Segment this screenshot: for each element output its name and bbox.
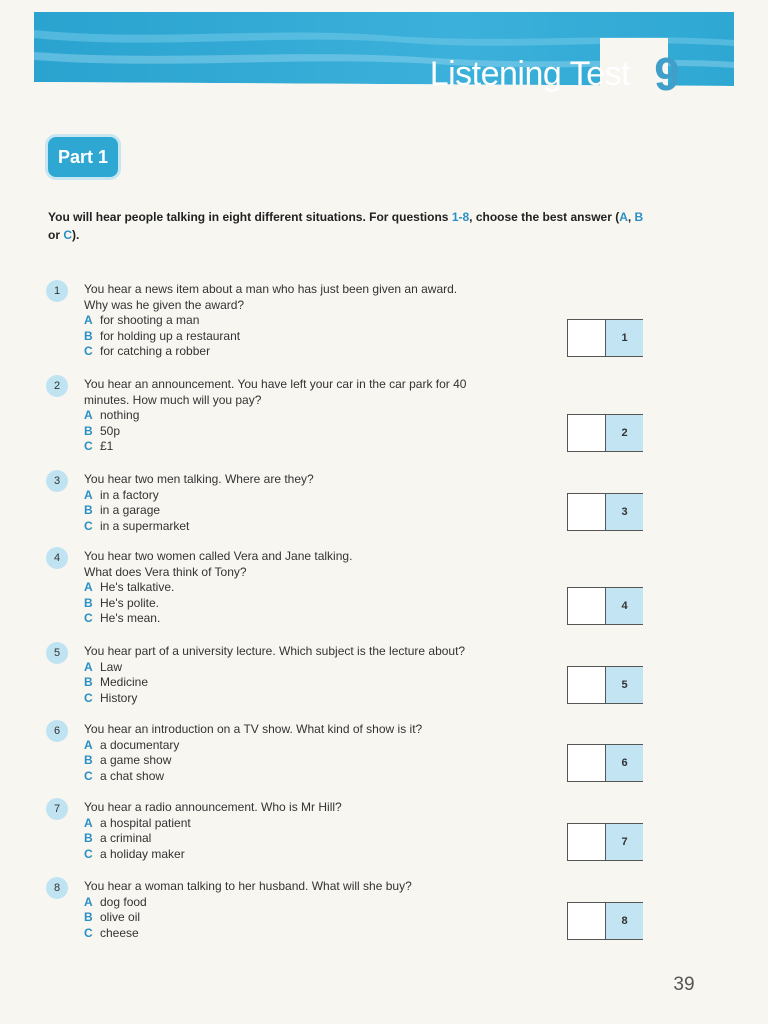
option-text: a criminal xyxy=(100,831,152,845)
option-letter: A xyxy=(84,659,93,674)
option-c xyxy=(84,519,524,535)
answer-field-4[interactable] xyxy=(568,588,605,624)
question-text xyxy=(84,549,524,627)
option-text: He's talkative. xyxy=(100,580,175,594)
option-text: 50p xyxy=(100,423,121,438)
option-a xyxy=(84,580,524,596)
option-a xyxy=(84,738,524,754)
answer-box-number: 1 xyxy=(605,320,643,356)
instructions-sep2: or xyxy=(48,228,64,242)
option-text: He's mean. xyxy=(100,611,161,625)
option-letter: B xyxy=(84,423,93,438)
answer-box-number: 2 xyxy=(605,415,643,451)
answer-field-8[interactable] xyxy=(568,903,605,939)
option-letter: C xyxy=(84,611,93,625)
answer-field-2[interactable] xyxy=(568,415,605,451)
option-a xyxy=(84,488,524,504)
option-text: for holding up a restaurant xyxy=(100,328,241,343)
option-text: in a supermarket xyxy=(100,518,190,533)
question-number: 6 xyxy=(46,720,68,742)
option-text: olive oil xyxy=(100,910,141,924)
page-number: 39 xyxy=(673,974,695,995)
option-a xyxy=(84,816,524,832)
question-3 xyxy=(46,470,646,544)
question-line: You hear two men talking. Where are they? xyxy=(84,472,314,486)
option-letter: A xyxy=(84,580,93,594)
option-text: Law xyxy=(100,659,123,674)
instructions-letter-a: A xyxy=(619,210,628,224)
option-letter: C xyxy=(84,690,93,705)
option-text: in a garage xyxy=(100,503,161,517)
question-line: You hear a radio announcement. Who is Mr Hill? xyxy=(84,800,342,814)
question-line: Why was he given the award? xyxy=(84,297,245,312)
answer-box-number: 4 xyxy=(605,588,643,624)
option-text: a game show xyxy=(100,753,172,767)
option-a xyxy=(84,660,524,676)
option-text: cheese xyxy=(100,925,139,940)
question-text xyxy=(84,377,524,455)
option-c xyxy=(84,611,524,627)
question-4 xyxy=(46,547,646,625)
question-5 xyxy=(46,642,646,716)
option-text: He's polite. xyxy=(100,595,159,610)
option-c xyxy=(84,344,524,360)
option-text: £1 xyxy=(100,439,114,453)
answer-field-1[interactable] xyxy=(568,320,605,356)
instructions-post: ). xyxy=(72,228,80,242)
option-letter: B xyxy=(84,328,93,343)
question-text xyxy=(84,282,524,360)
question-6 xyxy=(46,720,646,794)
part-badge: Part 1 xyxy=(48,137,118,177)
question-number: 5 xyxy=(46,642,68,664)
option-b xyxy=(84,424,524,440)
answer-box-number: 5 xyxy=(605,667,643,703)
option-text: a chat show xyxy=(100,768,165,783)
option-letter: A xyxy=(84,487,93,502)
answer-box-6 xyxy=(567,744,643,782)
option-text: History xyxy=(100,690,138,705)
answer-box-5 xyxy=(567,666,643,704)
option-a xyxy=(84,408,524,424)
option-letter: C xyxy=(84,439,93,453)
option-letter: B xyxy=(84,910,93,924)
option-c xyxy=(84,926,524,942)
option-letter: B xyxy=(84,503,93,517)
question-number: 7 xyxy=(46,798,68,820)
option-letter: A xyxy=(84,894,93,909)
instructions-range: 1-8 xyxy=(451,210,470,224)
option-letter: A xyxy=(84,313,93,327)
option-letter: B xyxy=(84,753,93,767)
option-letter: C xyxy=(84,925,93,940)
answer-box-number: 3 xyxy=(605,494,643,530)
answer-box-8 xyxy=(567,902,643,940)
question-text xyxy=(84,879,524,941)
option-b xyxy=(84,675,524,691)
option-text: Medicine xyxy=(100,675,149,689)
answer-field-7[interactable] xyxy=(568,824,605,860)
option-a xyxy=(84,895,524,911)
answer-box-2 xyxy=(567,414,643,452)
instructions-letter-b: B xyxy=(634,210,644,224)
question-line: You hear a news item about a man who has just been given an award. xyxy=(84,282,458,296)
question-1 xyxy=(46,280,646,358)
answer-box-7 xyxy=(567,823,643,861)
option-text: a holiday maker xyxy=(100,846,185,861)
instructions-sep1: , xyxy=(627,210,635,224)
instructions-pre: You will hear people talking in eight different situations. For questions xyxy=(48,210,452,224)
option-letter: C xyxy=(84,344,93,358)
option-b xyxy=(84,753,524,769)
question-text xyxy=(84,644,524,706)
question-number: 4 xyxy=(46,547,68,569)
option-b xyxy=(84,831,524,847)
option-text: in a factory xyxy=(100,487,159,502)
header-banner xyxy=(34,12,734,100)
option-text: a documentary xyxy=(100,737,180,752)
option-c xyxy=(84,847,524,863)
answer-box-4 xyxy=(567,587,643,625)
question-7 xyxy=(46,798,646,872)
answer-box-number: 7 xyxy=(605,824,643,860)
question-number: 2 xyxy=(46,375,68,397)
option-letter: B xyxy=(84,595,93,610)
option-text: for shooting a man xyxy=(100,313,200,327)
question-8 xyxy=(46,877,646,951)
question-line: You hear part of a university lecture. Which subject is the lecture about? xyxy=(84,644,466,658)
question-number: 3 xyxy=(46,470,68,492)
option-b xyxy=(84,596,524,612)
question-number: 8 xyxy=(46,877,68,899)
option-letter: A xyxy=(84,408,93,422)
option-letter: A xyxy=(84,737,93,752)
page-title: Listening Test xyxy=(429,55,630,93)
answer-field-5[interactable] xyxy=(568,667,605,703)
option-a xyxy=(84,313,524,329)
option-b xyxy=(84,503,524,519)
instructions-mid: , choose the best answer ( xyxy=(469,210,620,224)
option-c xyxy=(84,691,524,707)
question-line: You hear a woman talking to her husband. What will she buy? xyxy=(84,879,412,893)
answer-box-number: 6 xyxy=(605,745,643,781)
instructions xyxy=(48,208,648,244)
option-text: dog food xyxy=(100,894,147,909)
instructions-letter-c: C xyxy=(63,228,73,242)
option-c xyxy=(84,769,524,785)
question-text xyxy=(84,722,524,784)
question-line: You hear an introduction on a TV show. What kind of show is it? xyxy=(84,722,423,736)
question-text xyxy=(84,800,524,862)
answer-field-3[interactable] xyxy=(568,494,605,530)
option-letter: C xyxy=(84,768,93,783)
option-letter: B xyxy=(84,831,93,845)
option-b xyxy=(84,910,524,926)
option-text: a hospital patient xyxy=(100,815,191,830)
option-b xyxy=(84,329,524,345)
question-line: You hear an announcement. You have left your car in the car park for 40 xyxy=(84,377,467,391)
option-letter: A xyxy=(84,815,93,830)
answer-field-6[interactable] xyxy=(568,745,605,781)
test-number: 9 xyxy=(654,48,680,100)
option-letter: C xyxy=(84,846,93,861)
answer-box-3 xyxy=(567,493,643,531)
option-letter: B xyxy=(84,675,93,689)
answer-box-number: 8 xyxy=(605,903,643,939)
question-2 xyxy=(46,375,646,453)
question-number: 1 xyxy=(46,280,68,302)
answer-box-1 xyxy=(567,319,643,357)
question-line: minutes. How much will you pay? xyxy=(84,392,262,407)
question-text xyxy=(84,472,524,534)
option-letter: C xyxy=(84,518,93,533)
option-text: for catching a robber xyxy=(100,344,211,358)
option-text: nothing xyxy=(100,408,140,422)
question-line: What does Vera think of Tony? xyxy=(84,564,247,579)
question-line: You hear two women called Vera and Jane talking. xyxy=(84,549,353,563)
option-c xyxy=(84,439,524,455)
